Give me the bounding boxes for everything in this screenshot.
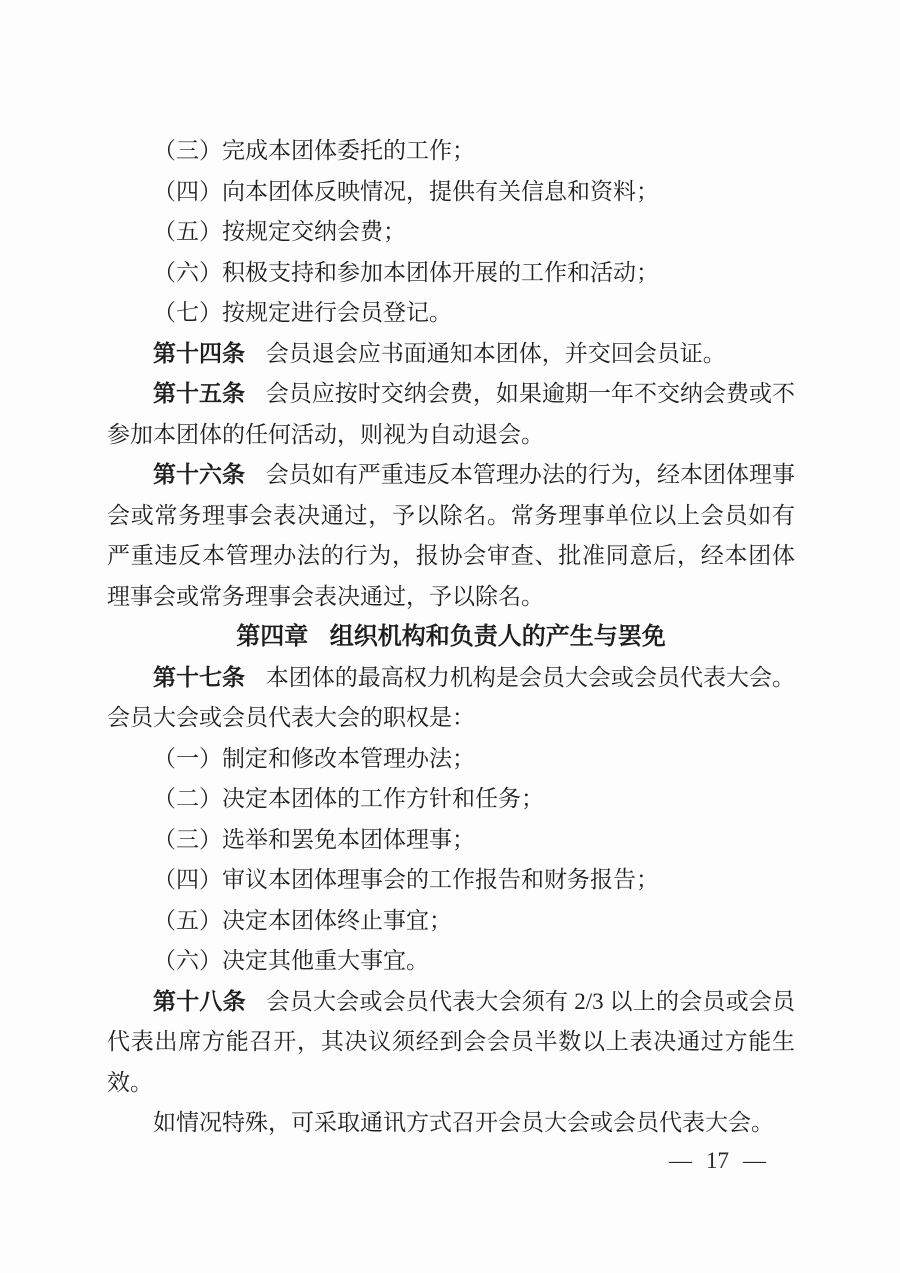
chapter-number: 第四章 <box>236 623 309 650</box>
list-item: （五）决定本团体终止事宜； <box>153 907 452 933</box>
page-number-value: 17 <box>706 1148 729 1173</box>
article-paragraph <box>107 374 795 455</box>
page-number-dash-left: — <box>669 1148 692 1173</box>
article-number: 第十四条 <box>153 340 245 366</box>
plain-paragraph: 如情况特殊，可采取通讯方式召开会员大会或会员代表大会。 <box>153 1110 774 1135</box>
list-item: （四）向本团体反映情况，提供有关信息和资料； <box>153 178 659 204</box>
list-item: （五）按规定交纳会费； <box>153 219 406 244</box>
document-body <box>107 131 795 1144</box>
list-item: （三）完成本团体委托的工作； <box>153 138 475 163</box>
article-number: 第十五条 <box>153 381 246 406</box>
article-number: 第十六条 <box>153 462 246 487</box>
list-item: （一）制定和修改本管理办法； <box>153 745 475 771</box>
article-text: 会员退会应书面通知本团体，并交回会员证。 <box>265 340 726 366</box>
list-item: （六）积极支持和参加本团体开展的工作和活动； <box>153 259 659 285</box>
chapter-heading <box>107 617 795 658</box>
article-text: 会员如有严重违反本管理办法的行为，经本团体理事会或常务理事会表决通过，予以除名。常务理事单位以上会员如有严重违反本管理办法的行为，报协会审查、批准同意后，经本团体理事会或常务理事会表决通过，予以除名。 <box>107 462 796 609</box>
article-paragraph <box>107 334 795 375</box>
chapter-title: 组织机构和负责人的产生与罢免 <box>329 623 666 650</box>
article-paragraph <box>107 658 795 739</box>
list-item: （六）决定其他重大事宜。 <box>153 948 429 973</box>
article-paragraph <box>107 982 795 1104</box>
article-text: 会员应按时交纳会费，如果逾期一年不交纳会费或不参加本团体的任何活动，则视为自动退会。 <box>107 381 796 447</box>
page-number <box>669 1147 766 1175</box>
page-number-dash-right: — <box>743 1148 766 1173</box>
article-text: 会员大会或会员代表大会须有 2/3 以上的会员或会员代表出席方能召开，其决议须经到会会员半数以上表决通过方能生效。 <box>107 988 796 1095</box>
article-number: 第十七条 <box>153 664 246 690</box>
list-item: （二）决定本团体的工作方针和任务； <box>153 786 544 811</box>
article-text: 本团体的最高权力机构是会员大会或会员代表大会。会员大会或会员代表大会的职权是： <box>107 664 796 730</box>
list-item: （四）审议本团体理事会的工作报告和财务报告； <box>153 867 659 892</box>
list-item: （七）按规定进行会员登记。 <box>153 300 452 325</box>
article-paragraph <box>107 455 795 617</box>
list-item: （三）选举和罢免本团体理事； <box>153 826 475 852</box>
article-number: 第十八条 <box>153 988 246 1014</box>
